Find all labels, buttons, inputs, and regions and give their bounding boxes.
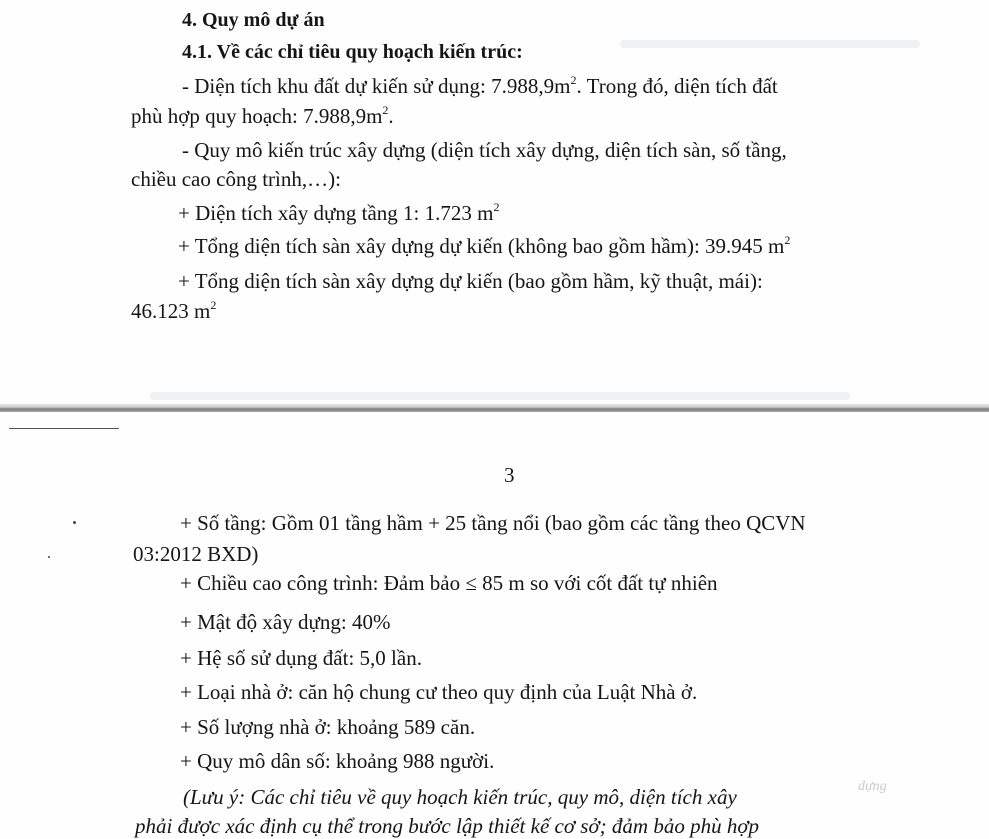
document-page-top xyxy=(0,0,989,405)
scan-speck xyxy=(73,521,76,524)
unit-exponent: 2 xyxy=(210,298,217,312)
unit-exponent: 2 xyxy=(784,233,791,247)
floor1-area-item xyxy=(178,200,499,226)
land-area-planning-text: phù hợp quy hoạch: 7.988,9m xyxy=(131,104,383,128)
page-number: 3 xyxy=(504,463,515,487)
architecture-scale-line-1: - Quy mô kiến trúc xây dựng (diện tích xây dựng, diện tích sàn, số tầng, xyxy=(182,138,787,162)
building-height-item: + Chiều cao công trình: Đảm bảo ≤ 85 m so với cốt đất tự nhiên xyxy=(180,571,718,595)
architecture-scale-line-2: chiều cao công trình,…): xyxy=(131,167,341,191)
total-floor-area-value xyxy=(131,298,216,324)
total-floor-area-no-basement-item xyxy=(178,233,790,259)
housing-type-item: + Loại nhà ở: căn hộ chung cư theo quy định của Luật Nhà ở. xyxy=(180,680,698,704)
unit-exponent: 2 xyxy=(493,200,500,214)
land-area-text: - Diện tích khu đất dự kiến sử dụng: 7.988,9m xyxy=(182,74,571,98)
document-page-bottom xyxy=(0,412,989,834)
section-heading: 4. Quy mô dự án xyxy=(182,9,325,31)
total-floor-area-with-basement-item xyxy=(178,268,763,294)
note-faded-text: dựng xyxy=(858,779,887,794)
housing-count-item: + Số lượng nhà ở: khoảng 589 căn. xyxy=(180,715,476,739)
unit-exponent: 2 xyxy=(382,103,389,117)
land-area-period: . xyxy=(388,104,394,128)
land-area-line-2 xyxy=(131,103,394,129)
note-line-1: (Lưu ý: Các chỉ tiêu về quy hoạch kiến trúc, quy mô, diện tích xây xyxy=(183,785,737,809)
floors-item-continuation: 03:2012 BXD) xyxy=(133,542,259,566)
item-text: + Tổng diện tích sàn xây dựng dự kiến (không bao gồm hầm): 39.945 m xyxy=(178,234,785,258)
floors-item: + Số tầng: Gồm 01 tầng hầm + 25 tầng nổi (bao gồm các tầng theo QCVN xyxy=(180,511,806,535)
scan-smudge xyxy=(620,40,920,48)
land-area-line-1 xyxy=(182,73,778,99)
section-subheading: 4.1. Về các chỉ tiêu quy hoạch kiến trúc: xyxy=(182,41,523,63)
note-line-2: phải được xác định cụ thể trong bước lập thiết kế cơ sở; đảm bảo phù hợp xyxy=(135,814,760,838)
land-area-continuation: . Trong đó, diện tích đất xyxy=(576,74,778,98)
item-text: + Tổng diện tích sàn xây dựng dự kiến (bao gồm hầm, kỹ thuật, mái): xyxy=(178,269,763,293)
land-use-coefficient-item: + Hệ số sử dụng đất: 5,0 lần. xyxy=(180,646,422,670)
item-text: 46.123 m xyxy=(131,299,211,323)
scan-speck xyxy=(48,556,50,558)
scan-smudge xyxy=(150,392,850,400)
header-rule xyxy=(9,428,119,429)
building-density-item: + Mật độ xây dựng: 40% xyxy=(180,610,391,634)
population-item: + Quy mô dân số: khoảng 988 người. xyxy=(180,749,495,773)
unit-exponent: 2 xyxy=(570,73,577,87)
item-text: + Diện tích xây dựng tầng 1: 1.723 m xyxy=(178,201,494,225)
